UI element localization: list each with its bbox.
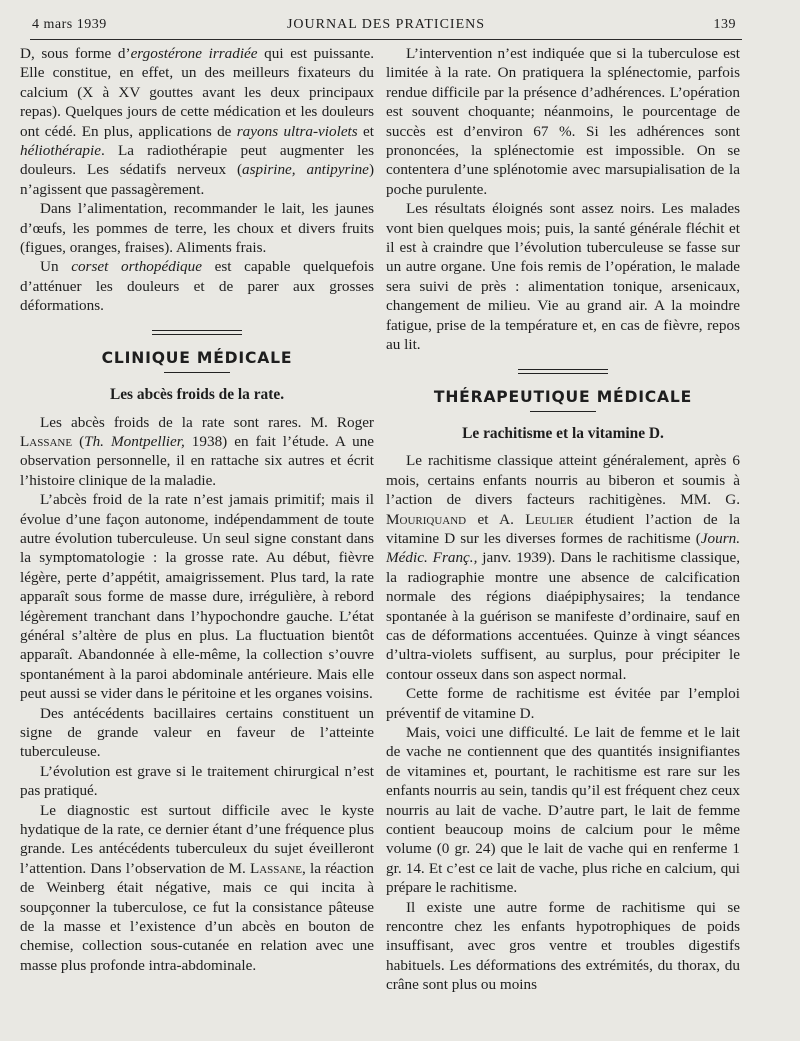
paragraph: D, sous forme d’ergostérone irradiée qui est puissante. Elle constitue, en effet, un des meilleurs fixateurs du calcium (X à XV gouttes avant les deux principaux repas). Quelques jours de cette médication et les douleurs ont cédé. En plus, applications de rayons ultra-violets et héliothérapie. La radiothérapie peut augmenter les douleurs. Les sédatifs nerveux (aspirine, antipyrine) n’agissent que passagèrement.	[20, 45, 375, 198]
paragraph: L’intervention n’est indiquée que si la tuberculose est limitée à la rate. On pratiquera la splénectomie, parfois rendue difficile par la présence d’adhérences. L’opération est souvent choquante; néanmoins, le pourcentage de succès est d’environ 67 %. Si les adhérences sont prononcées, la splénectomie est impossible. On se contentera d’une splénotomie avec marsupialisation de la poche purulente.	[386, 45, 740, 198]
paragraph: Les abcès froids de la rate sont rares. M. Roger Lassane (Th. Montpellier, 1938) en fait l’étude. A une observation personnelle, il en rattache six autres et écrit l’histoire clinique de la maladie.	[20, 413, 374, 489]
paragraph: Des antécédents bacillaires certains constituent un signe de grande valeur en faveur de l’atteinte tuberculeuse.	[20, 704, 374, 761]
running-header	[30, 13, 742, 40]
section-title: THÉRAPEUTIQUE MÉDICALE	[433, 387, 693, 406]
section-divider	[518, 369, 608, 374]
right-column	[386, 44, 740, 995]
section-divider	[152, 330, 242, 335]
paragraph: L’abcès froid de la rate n’est jamais primitif; mais il évolue d’une façon autonome, indépendamment de toute autre évolution tuberculeuse. Un seul signe constant dans la symptomatologie : la grosse rate. Au début, fièvre légère, perte d’appétit, amaigrissement. Plus tard, la rate apparaît sous forme de masse dure, irrégulière, à rebord légèrement tranchant dans l’hypochondre gauche. L’état général s’altère de plus en plus. La fluctuation bientôt apparaît. Abandonnée à elle-même, la collection s’ouvre spontanément à la paroi abdominale antérieure. Mais elle peut aussi se vider dans le péritoine et les organes voisins.	[20, 491, 374, 703]
header-date: 4 mars 1939	[32, 17, 107, 32]
paragraph: Un corset orthopédique est capable quelquefois d’atténuer les douleurs et de parer aux grosses déformations.	[20, 258, 374, 315]
paragraph: Le diagnostic est surtout difficile avec le kyste hydatique de la rate, ce dernier étant d’une fréquence plus grande. Les antécédents tuberculeux du sujet éveilleront l’attention. Dans l’observation de M. Lassane, la réaction de Weinberg était négative, mais ce qui incita à soupçonner la tuberculose, ce fut la consistance pâteuse de la masse et l’existence d’un abcès en bouton de chemise, collection sous-cutanée en relation avec une masse plus profonde intra-abdominale.	[20, 801, 374, 974]
header-journal-title: JOURNAL DES PRATICIENS	[286, 17, 486, 32]
section-title: CLINIQUE MÉDICALE	[101, 348, 293, 367]
article-title: Le rachitisme et la vitamine D.	[462, 424, 664, 442]
article-title: Les abcès froids de la rate.	[109, 386, 285, 404]
left-column	[20, 44, 374, 975]
title-underline	[164, 372, 230, 373]
paragraph: Il existe une autre forme de rachitisme qui se rencontre chez les enfants hypotrophiques de poids insuffisant, avec gros ventre et troubles digestifs habituels. Les déformations des extrémités, du thorax, du crâne sont plus ou moins	[386, 898, 740, 994]
paragraph: Cette forme de rachitisme est évitée par l’emploi préventif de vitamine D.	[386, 685, 740, 722]
title-underline	[530, 411, 596, 412]
paragraph: Les résultats éloignés sont assez noirs. Les malades vont bien quelques mois; puis, la santé générale fléchit et il est à craindre que l’évolution tuberculeuse se fasse sur un autre organe. Une fois remis de l’opération, le malade sera suivi de près : alimentation tonique, arsenicaux, changement de milieu. Vie au grand air. A la moindre fatigue, prise de la température et, en cas de fièvre, repos au lit.	[386, 200, 740, 354]
paragraph: L’évolution est grave si le traitement chirurgical n’est pas pratiqué.	[20, 762, 374, 800]
paragraph: Mais, voici une difficulté. Le lait de femme et le lait de vache ne contiennent que des quantités insignifiantes de vitamines et, pourtant, le rachitisme est rare sur les enfants nourris au sein, tandis qu’il est fréquent chez ceux nourris au lait de vache. D’autre part, le lait de femme contient beaucoup moins de calcium pour le même volume (0 gr. 24) que le lait de vache qui en renferme 1 gr. 14. Et c’est ce lait de vache, plus riche en calcium, qui prépare le rachitisme.	[386, 724, 740, 897]
paragraph: Le rachitisme classique atteint généralement, après 6 mois, certains enfants nourris au biberon et soumis à l’action de divers facteurs rachitigènes. MM. G. Mouriquand et A. Leulier étudient l’action de la vitamine D sur les diverses formes de rachitisme (Journ. Médic. Franç., janv. 1939). Dans le rachitisme classique, la radiographie montre une absence de calcification normale des régions diaépiphysaires; la tendance spontanée à la guérison se manifeste d’ordinaire, sauf en cas de déformations accentuées. Quinze à vingt séances d’ultra-violets suffisent, au surplus, pour précipiter le contour osseux dans son aspect normal.	[386, 452, 740, 683]
paragraph: Dans l’alimentation, recommander le lait, les jaunes d’œufs, les pommes de terre, les choux et divers fruits (figues, oranges, fraises). Aliments frais.	[20, 200, 374, 257]
header-page-number: 139	[713, 17, 736, 32]
